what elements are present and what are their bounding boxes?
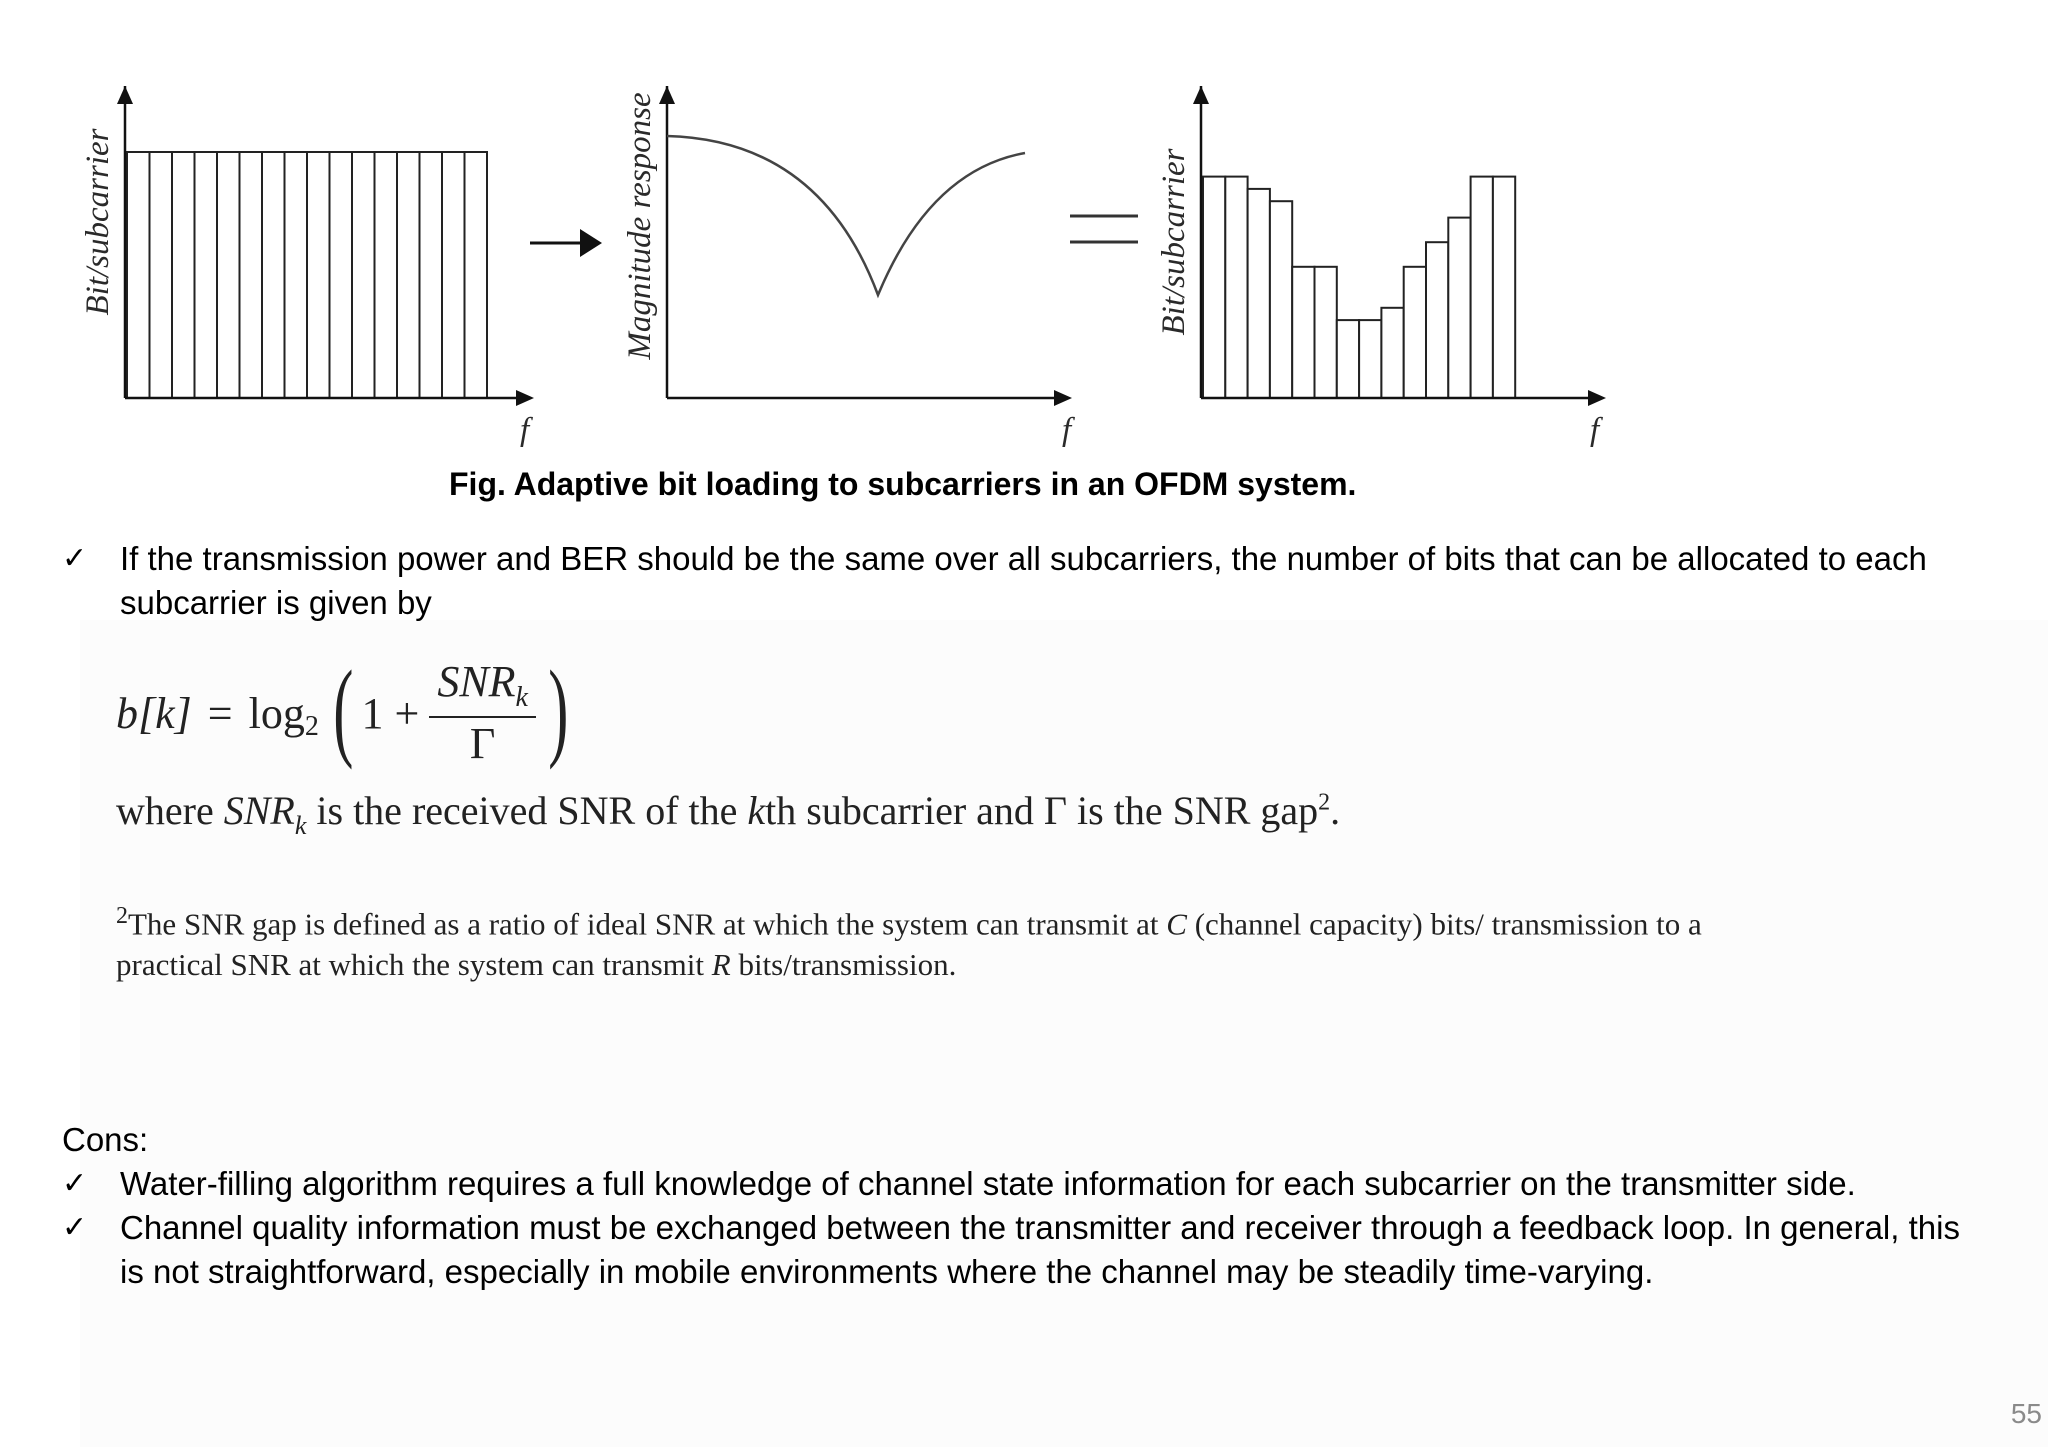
adaptive-subcarrier-bar-9 [1381, 308, 1403, 398]
formula-one-plus: 1 + [361, 688, 420, 738]
uniform-subcarrier-bar-4 [195, 152, 218, 398]
uniform-subcarrier-bar-12 [375, 152, 398, 398]
page-number: 55 [2010, 1398, 2042, 1429]
uniform-subcarrier-bar-1 [127, 152, 150, 398]
uniform-subcarrier-bar-3 [172, 152, 195, 398]
formula-explanation: where $SNR_k$ is the received SNR of the kth subcarrier and Γ is the SNR gap$^2$. [116, 788, 1341, 840]
adaptive-y-label: Bit/subcarrier [1156, 148, 1192, 336]
checkmark-icon: ✓ [62, 1166, 88, 1201]
cons-heading: Cons: [62, 1121, 149, 1158]
transform-arrow [530, 229, 602, 257]
adaptive-subcarrier-bar-4 [1270, 201, 1292, 398]
bullet-intro [62, 537, 1992, 625]
formula-fraction [429, 658, 536, 768]
uniform-y-arrowhead [117, 86, 133, 104]
formula-lhs: b[k] [116, 688, 192, 738]
formula-numerator: $SNR_k$ [429, 658, 536, 718]
channel-x-label: f [1062, 412, 1072, 448]
formula-equals: = [207, 688, 233, 738]
channel-y-arrowhead [659, 86, 675, 104]
left-paren-icon: ( [333, 648, 354, 770]
adaptive-subcarrier-bar-6 [1315, 267, 1337, 398]
adaptive-bars [1203, 177, 1515, 398]
checkmark-icon: ✓ [62, 541, 88, 576]
bullet-intro-text: If the transmission power and BER should be the same over all subcarriers, the number of bits that can be allocated to each subcarrier is given by [120, 540, 1927, 621]
uniform-x-arrowhead [516, 390, 534, 406]
cons-item-feedback [62, 1206, 1992, 1294]
adaptive-subcarrier-bar-5 [1292, 267, 1314, 398]
uniform-subcarrier-bar-2 [150, 152, 173, 398]
adaptive-y-arrowhead [1193, 86, 1209, 104]
adaptive-subcarrier-bar-13 [1471, 177, 1493, 398]
adaptive-subcarrier-bar-14 [1493, 177, 1515, 398]
adaptive-subcarrier-bar-7 [1337, 320, 1359, 398]
uniform-subcarrier-bar-5 [217, 152, 240, 398]
right-paren-icon: ) [548, 648, 569, 770]
uniform-subcarrier-bar-13 [397, 152, 420, 398]
cons-item-csi [62, 1162, 1992, 1206]
uniform-bit-panel [80, 86, 534, 448]
uniform-subcarrier-bar-9 [307, 152, 330, 398]
formula-log: log [248, 688, 305, 738]
adaptive-subcarrier-bar-2 [1225, 177, 1247, 398]
magnitude-response-curve [667, 136, 1025, 295]
uniform-subcarrier-bar-7 [262, 152, 285, 398]
channel-response-panel [622, 86, 1075, 448]
adaptive-x-arrowhead [1588, 390, 1606, 406]
formula-denominator: Γ [469, 719, 496, 768]
footnote-marker: 2 [116, 903, 128, 929]
checkmark-icon: ✓ [62, 1210, 88, 1245]
uniform-subcarrier-bar-14 [420, 152, 443, 398]
equals-sign [1070, 216, 1138, 242]
uniform-subcarrier-bar-11 [352, 152, 375, 398]
uniform-y-label: Bit/subcarrier [80, 128, 116, 316]
cons-item-text: Water-filling algorithm requires a full knowledge of channel state information for each subcarrier on the transmitter side. [120, 1165, 1856, 1202]
uniform-subcarrier-bar-8 [285, 152, 308, 398]
uniform-subcarrier-bar-16 [465, 152, 488, 398]
adaptive-subcarrier-bar-3 [1248, 189, 1270, 398]
bit-loading-figure [0, 0, 2048, 460]
adaptive-bit-panel [1156, 86, 1606, 448]
adaptive-subcarrier-bar-10 [1404, 267, 1426, 398]
adaptive-subcarrier-bar-11 [1426, 242, 1448, 398]
uniform-subcarrier-bar-15 [442, 152, 465, 398]
uniform-x-label: f [520, 412, 530, 448]
adaptive-subcarrier-bar-12 [1448, 218, 1470, 398]
formula-log-base: 2 [304, 711, 319, 742]
adaptive-x-label: f [1590, 412, 1600, 448]
uniform-subcarrier-bar-10 [330, 152, 353, 398]
uniform-subcarrier-bar-6 [240, 152, 263, 398]
uniform-bars [127, 152, 487, 398]
adaptive-subcarrier-bar-8 [1359, 320, 1381, 398]
figure-caption: Fig. Adaptive bit loading to subcarriers in an OFDM system. [449, 466, 1357, 502]
snr-gap-footnote: $^2$The SNR gap is defined as a ratio of ideal SNR at which the system can transmit at C (channel capacity) bits/ transmission to a practical SNR at which the system can transmit R bits/transmission. [116, 903, 1702, 983]
cons-item-text: Channel quality information must be exchanged between the transmitter and receiver through a feedback loop. In general, this is not straightforward, especially in mobile environments where the channel may be steadily time-varying. [120, 1209, 1960, 1290]
channel-y-label: Magnitude response [622, 92, 658, 360]
channel-x-arrowhead [1054, 390, 1072, 406]
bit-allocation-formula [116, 648, 577, 778]
adaptive-subcarrier-bar-1 [1203, 177, 1225, 398]
